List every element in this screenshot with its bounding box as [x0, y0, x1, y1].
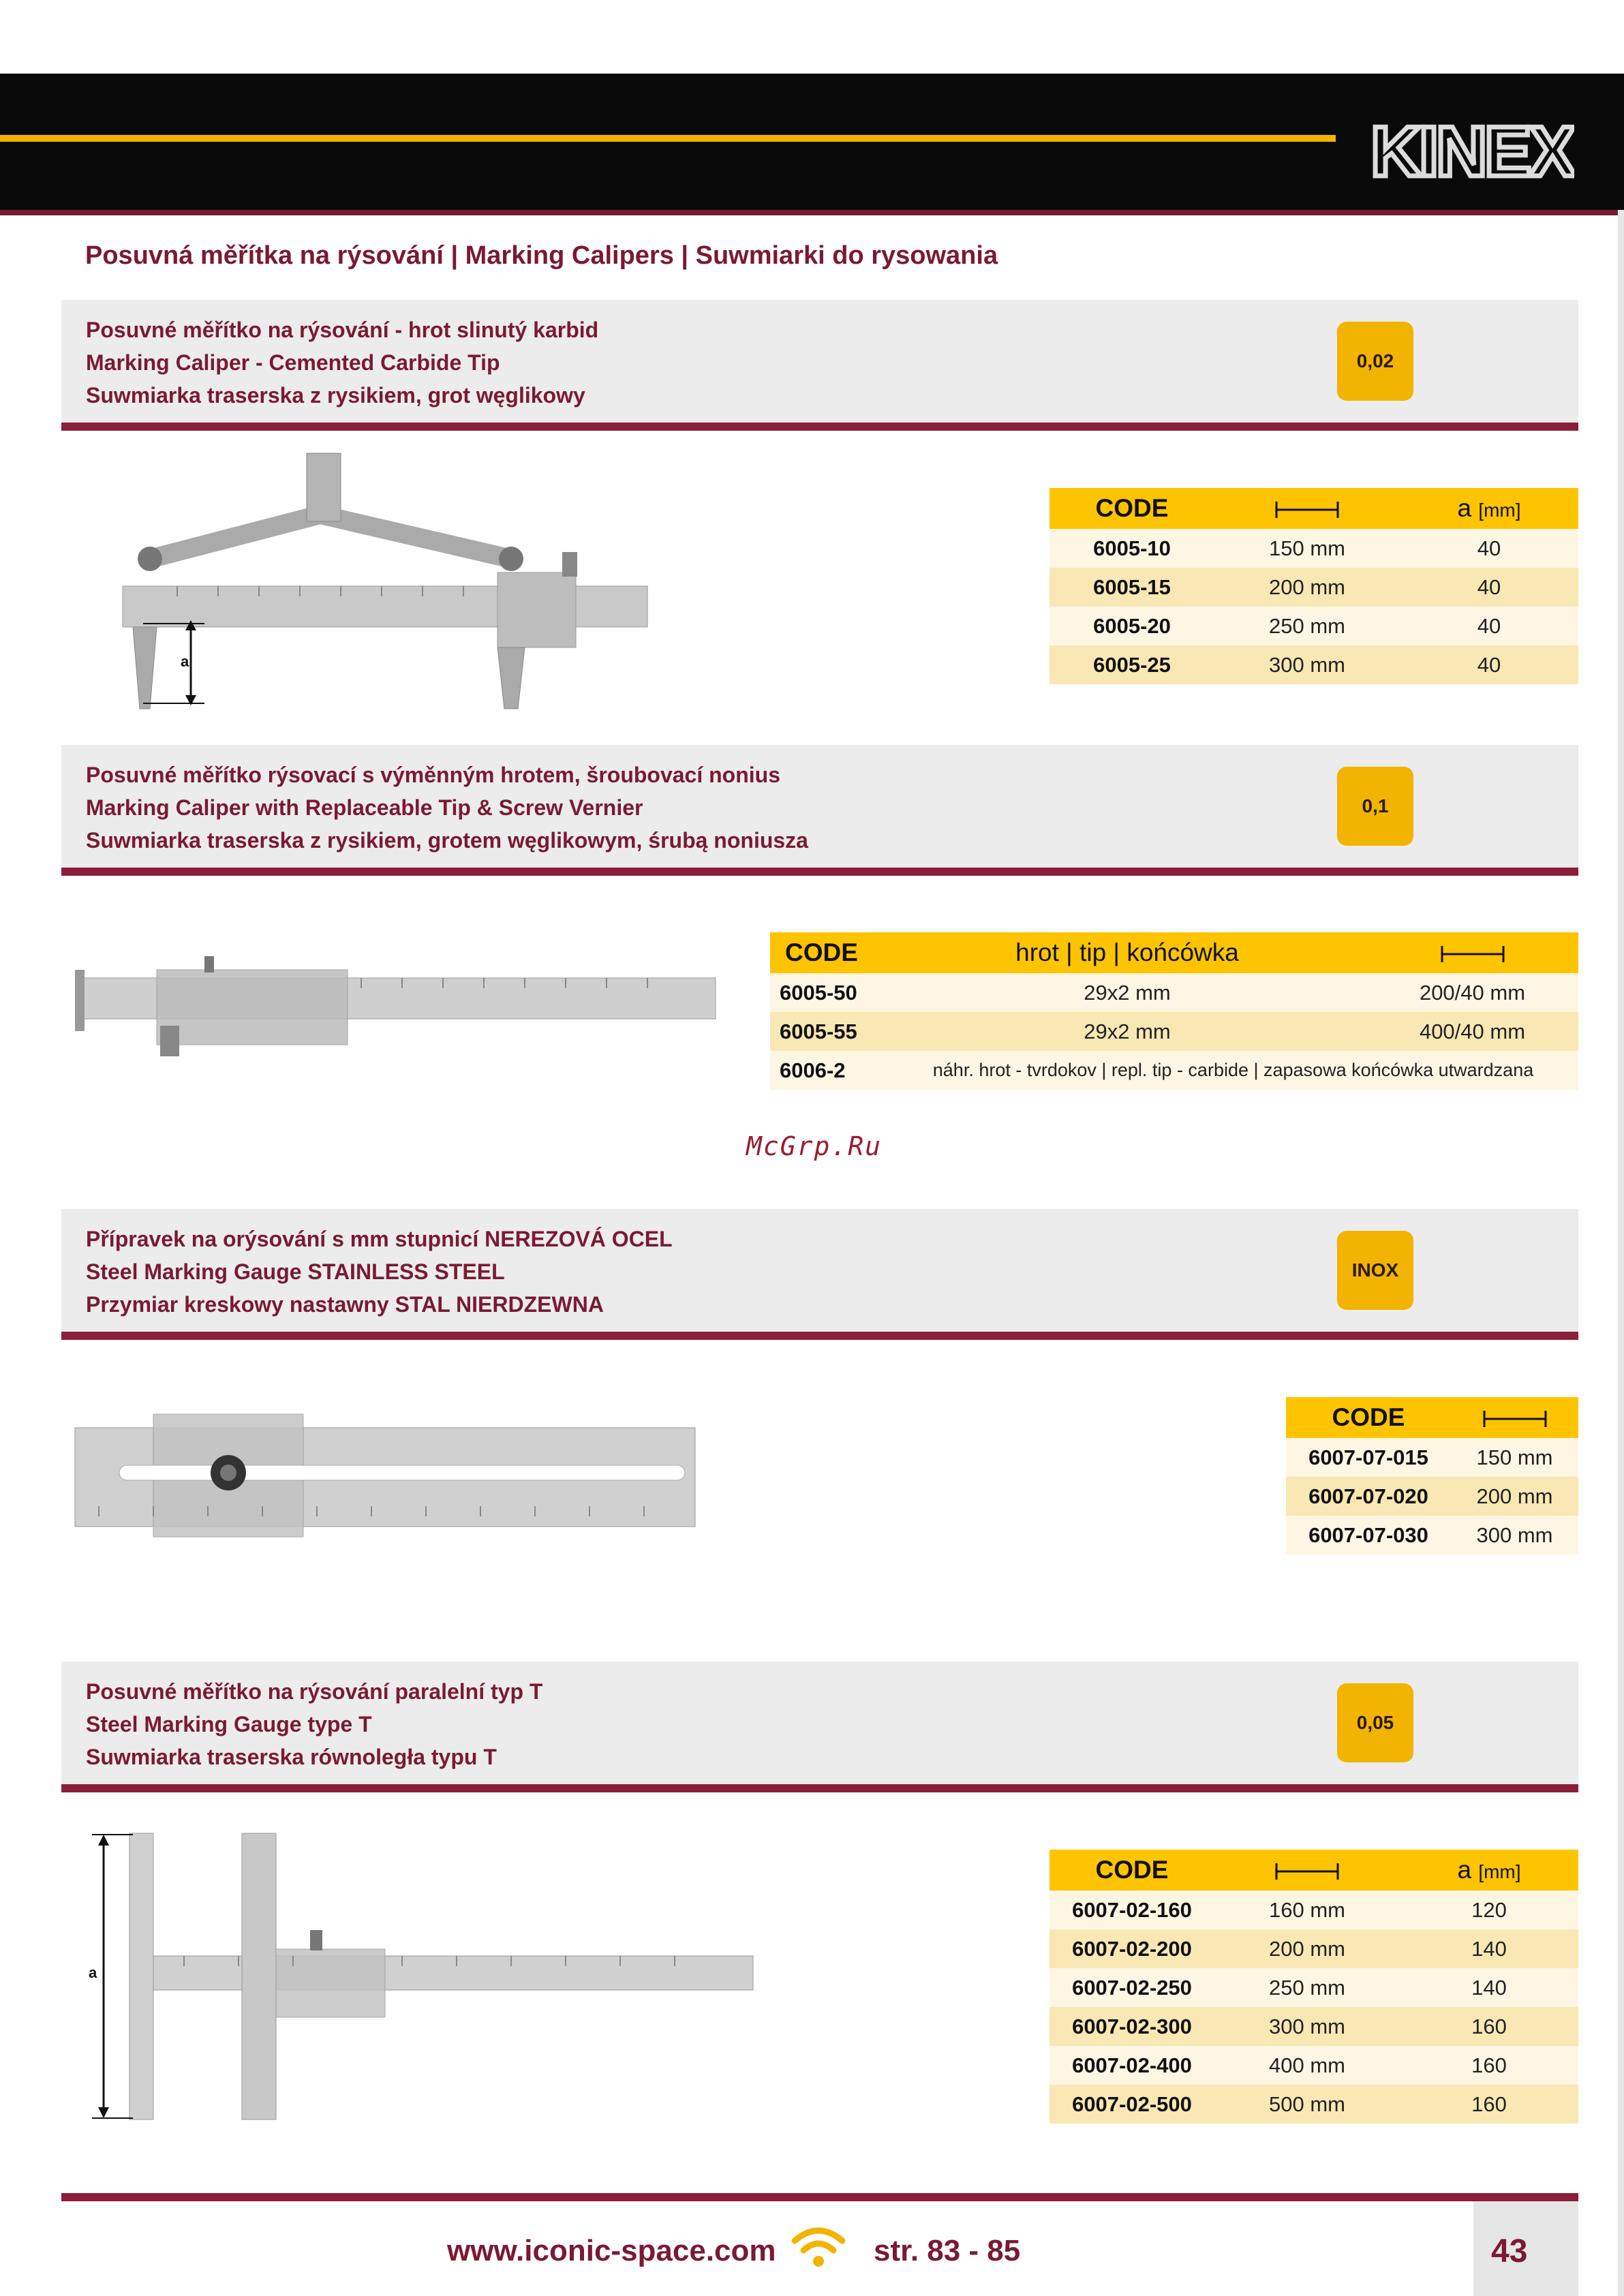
table-header-tip: hrot | tip | końcówka	[888, 932, 1366, 973]
table-row	[770, 1012, 1578, 1051]
section-4-header	[61, 1662, 1578, 1784]
footer-divider	[61, 2193, 1578, 2201]
table-row	[1286, 1516, 1578, 1555]
table-header-a-unit: [mm]	[1478, 1861, 1521, 1882]
table-header-code: CODE	[770, 932, 888, 973]
section-3-line-en: Steel Marking Gauge STAINLESS STEEL	[86, 1259, 505, 1284]
code-cell: 6005-10	[1050, 529, 1214, 568]
tip-cell: 29x2 mm	[888, 973, 1366, 1012]
table-row	[1050, 568, 1578, 607]
section-2-divider	[61, 868, 1578, 876]
length-cell: 400 mm	[1214, 2046, 1400, 2085]
code-cell: 6007-02-200	[1050, 1929, 1214, 1968]
section-2-accuracy-badge: 0,1	[1337, 767, 1413, 846]
a-cell: 160	[1400, 2085, 1578, 2124]
section-2-line-pl: Suwmiarka traserska z rysikiem, grotem węglikowym, śrubą noniusza	[86, 828, 808, 853]
code-cell: 6007-02-500	[1050, 2085, 1214, 2124]
a-cell: 140	[1400, 1929, 1578, 1968]
a-cell: 160	[1400, 2046, 1578, 2085]
a-cell: 140	[1400, 1968, 1578, 2007]
length-cell: 200/40 mm	[1366, 973, 1578, 1012]
table-header-code: CODE	[1050, 488, 1214, 529]
section-1-accuracy-badge: 0,02	[1337, 322, 1413, 401]
section-2-line-cz: Posuvné měřítko rýsovací s výměnným hrotem, šroubovací nonius	[86, 763, 780, 787]
section-3-divider	[61, 1332, 1578, 1340]
code-cell: 6005-20	[1050, 607, 1214, 645]
page-number: 43	[1491, 2233, 1528, 2269]
page-title: Posuvná měřítka na rýsování | Marking Calipers | Suwmiarki do rysowania	[85, 241, 998, 270]
table-row	[1050, 1968, 1578, 2007]
section-4-accuracy-badge: 0,05	[1337, 1683, 1413, 1762]
table-header-a	[1400, 488, 1578, 529]
table-row	[770, 973, 1578, 1012]
watermark: McGrp.Ru	[746, 1131, 883, 1161]
code-cell: 6005-55	[770, 1012, 888, 1051]
table-row	[1050, 1929, 1578, 1968]
code-cell: 6007-02-300	[1050, 2007, 1214, 2046]
kinex-logo	[1370, 116, 1574, 191]
length-cell: 250 mm	[1214, 1968, 1400, 2007]
length-cell: 160 mm	[1214, 1891, 1400, 1929]
section-2-table	[770, 932, 1578, 1090]
code-cell: 6007-02-400	[1050, 2046, 1214, 2085]
table-row	[1050, 2046, 1578, 2085]
marking-caliper-screw-vernier-image	[75, 951, 722, 1060]
code-cell: 6007-02-250	[1050, 1968, 1214, 2007]
section-4-line-pl: Suwmiarka traserska równoległa typu T	[86, 1745, 497, 1769]
a-cell: 40	[1400, 529, 1578, 568]
table-row	[1286, 1477, 1578, 1516]
header-underline	[0, 210, 1624, 215]
section-1-divider	[61, 423, 1578, 431]
length-cell: 300 mm	[1214, 645, 1400, 684]
table-row	[1050, 607, 1578, 645]
table-row	[1050, 2007, 1578, 2046]
table-row	[1050, 1891, 1578, 1929]
steel-marking-gauge-image	[72, 1411, 699, 1540]
section-1-line-en: Marking Caliper - Cemented Carbide Tip	[86, 350, 500, 375]
section-3-material-badge: INOX	[1337, 1231, 1413, 1310]
code-cell: 6007-02-160	[1050, 1891, 1214, 1929]
section-1-header	[61, 300, 1578, 423]
section-4-table	[1050, 1850, 1578, 2124]
section-3-header	[61, 1209, 1578, 1332]
length-cell: 150 mm	[1451, 1438, 1578, 1477]
table-row	[1050, 529, 1578, 568]
length-cell: 400/40 mm	[1366, 1012, 1578, 1051]
a-cell: 120	[1400, 1891, 1578, 1929]
length-cell: 150 mm	[1214, 529, 1400, 568]
length-cell: 300 mm	[1214, 2007, 1400, 2046]
a-cell: 160	[1400, 2007, 1578, 2046]
table-header-length	[1214, 488, 1400, 529]
table-header-a-unit: [mm]	[1478, 500, 1521, 521]
length-cell: 300 mm	[1451, 1516, 1578, 1555]
header-gold-line	[0, 135, 1336, 142]
table-header-a	[1400, 1850, 1578, 1891]
length-cell: 500 mm	[1214, 2085, 1400, 2124]
length-cell: 200 mm	[1451, 1477, 1578, 1516]
footer-url-link[interactable]: www.iconic-space.com	[447, 2234, 776, 2267]
figure-4-dimension-label: a	[89, 1964, 97, 1981]
footer-page-reference: str. 83 - 85	[874, 2234, 1021, 2267]
dimension-length-icon	[1274, 1861, 1340, 1882]
figure-1-dimension-label: a	[181, 653, 189, 670]
page-edge	[1618, 210, 1624, 2296]
section-3-table	[1286, 1397, 1578, 1555]
table-row	[770, 1051, 1578, 1090]
section-4-line-cz: Posuvné měřítko na rýsování paralelní typ T	[86, 1679, 543, 1704]
section-4-line-en: Steel Marking Gauge type T	[86, 1712, 372, 1736]
length-cell: 200 mm	[1214, 1929, 1400, 1968]
dimension-length-icon	[1274, 500, 1340, 520]
code-cell: 6005-50	[770, 973, 888, 1012]
table-header-code: CODE	[1050, 1850, 1214, 1891]
section-2-line-en: Marking Caliper with Replaceable Tip & Screw Vernier	[86, 795, 643, 820]
a-cell: 40	[1400, 607, 1578, 645]
wifi-icon	[791, 2223, 846, 2271]
tip-cell: 29x2 mm	[888, 1012, 1366, 1051]
table-header-length	[1214, 1850, 1400, 1891]
a-cell: 40	[1400, 568, 1578, 607]
code-cell: 6007-07-020	[1286, 1477, 1451, 1516]
code-cell: 6005-25	[1050, 645, 1214, 684]
code-cell: 6005-15	[1050, 568, 1214, 607]
section-1-line-cz: Posuvné měřítko na rýsování - hrot slinutý karbid	[86, 318, 599, 342]
table-header-a-label: a	[1457, 1856, 1472, 1884]
table-row	[1286, 1438, 1578, 1477]
table-header-a-label: a	[1457, 494, 1472, 522]
table-header-length	[1451, 1397, 1578, 1438]
marking-caliper-carbide-image	[116, 450, 654, 722]
code-cell: 6007-07-015	[1286, 1438, 1451, 1477]
code-cell: 6006-2	[770, 1051, 888, 1090]
dimension-length-icon	[1482, 1409, 1548, 1429]
table-header-code: CODE	[1286, 1397, 1451, 1438]
section-3-line-pl: Przymiar kreskowy nastawny STAL NIERDZEWNA	[86, 1292, 604, 1317]
code-cell: 6007-07-030	[1286, 1516, 1451, 1555]
table-header-length	[1366, 932, 1578, 973]
section-1-line-pl: Suwmiarka traserska z rysikiem, grot węglikowy	[86, 383, 585, 408]
dimension-length-icon	[1440, 944, 1505, 964]
section-4-divider	[61, 1784, 1578, 1792]
kinex-logo-text: KINEX	[1370, 116, 1574, 191]
length-cell: 250 mm	[1214, 607, 1400, 645]
t-type-marking-gauge-image	[75, 1826, 756, 2126]
section-1-table	[1050, 488, 1578, 684]
a-cell: 40	[1400, 645, 1578, 684]
length-cell: 200 mm	[1214, 568, 1400, 607]
table-row	[1050, 2085, 1578, 2124]
section-3-line-cz: Přípravek na orýsování s mm stupnicí NEREZOVÁ OCEL	[86, 1227, 673, 1251]
replacement-tip-cell: náhr. hrot - tvrdokov | repl. tip - carbide | zapasowa końcówka utwardzana	[888, 1051, 1578, 1090]
section-2-header	[61, 745, 1578, 868]
table-row	[1050, 645, 1578, 684]
